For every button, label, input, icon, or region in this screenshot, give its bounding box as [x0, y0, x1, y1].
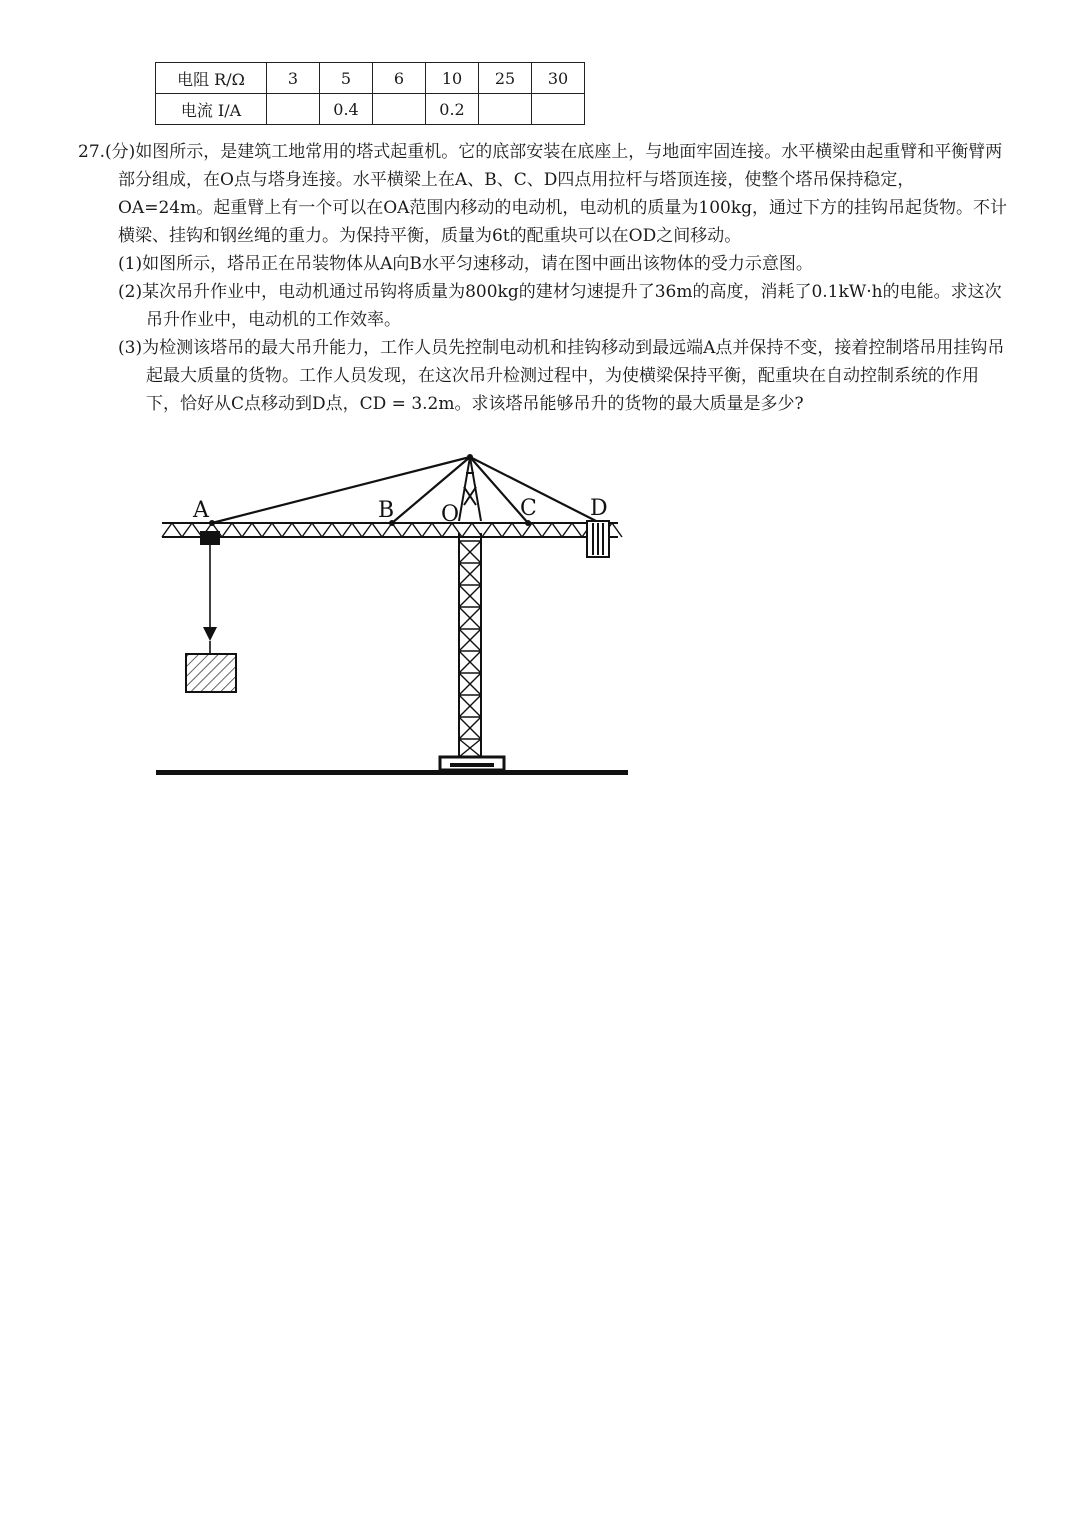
ground-line: [156, 770, 628, 775]
question-stem-text: 如图所示，是建筑工地常用的塔式起重机。它的底部安装在底座上，与地面牢固连接。水平横梁由起重臂和平衡臂两部分组成，在O点与塔身连接。水平横梁上在A、B、C、D四点用拉杆与塔顶连接，使整个塔吊保持稳定，OA=24m。起重臂上有一个可以在OA范围内移动的电动机，电动机的质量为100kg，通过下方的挂钩吊起货物。不计横梁、挂钩和钢丝绳的重力。为保持平衡，质量为6t的配重块可以在OD之间移动。: [118, 142, 1008, 246]
electric-motor-trolley: [200, 531, 220, 545]
table-row-resistance: [156, 63, 585, 94]
table-cell: 0.2: [426, 94, 479, 125]
resistance-current-table: [155, 62, 585, 125]
tie-rods: [212, 457, 600, 523]
table-cell: 6: [373, 63, 426, 94]
tower-mast: [459, 533, 481, 757]
question-part-2: (2)某次吊升作业中，电动机通过吊钩将质量为800kg的建材匀速提升了36m的高度，消耗了0.1kW·h的电能。求这次吊升作业中，电动机的工作效率。: [118, 282, 1002, 330]
tower-crane-figure: [150, 445, 640, 785]
question-part-3: (3)为检测该塔吊的最大吊升能力，工作人员先控制电动机和挂钩移动到最远端A点并保持不变，接着控制塔吊用挂钩吊起最大质量的货物。工作人员发现，在这次吊升检测过程中，为使横梁保持平衡，配重块在自动控制系统的作用下，恰好从C点移动到D点，CD = 3.2m。求该塔吊能够吊升的货物的最大质量是多少?: [118, 338, 1005, 414]
table-header-resistance: 电阻 R/Ω: [156, 63, 267, 94]
label-o: O: [441, 502, 460, 527]
table-cell: 10: [426, 63, 479, 94]
table-cell: 3: [267, 63, 320, 94]
label-b: B: [378, 498, 395, 523]
question-stem: [78, 138, 1008, 250]
label-a: A: [193, 498, 209, 523]
question-27: [78, 138, 1008, 418]
label-d: D: [590, 496, 608, 521]
table-row-current: [156, 94, 585, 125]
cargo-block: [186, 654, 236, 692]
table-cell: [373, 94, 426, 125]
table-cell: [532, 94, 585, 125]
table-cell: 30: [532, 63, 585, 94]
question-part-1: (1)如图所示，塔吊正在吊装物体从A向B水平匀速移动，请在图中画出该物体的受力示意图。: [118, 254, 813, 274]
table-cell: 0.4: [320, 94, 373, 125]
label-c: C: [520, 496, 537, 521]
table-cell: 5: [320, 63, 373, 94]
counterweight: [587, 521, 609, 557]
hook: [203, 627, 217, 653]
table-header-current: 电流 I/A: [156, 94, 267, 125]
table-cell: [267, 94, 320, 125]
table-cell: 25: [479, 63, 532, 94]
table-cell: [479, 94, 532, 125]
question-number: 27.(分): [78, 142, 136, 162]
